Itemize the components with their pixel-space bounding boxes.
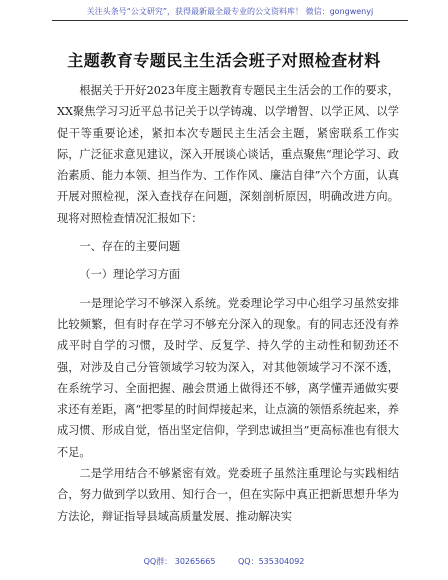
- header-notice: 关注头条号“公文研究”，获得最新最全最专业的公文资料库！ 微信：gongwenyj: [86, 7, 374, 16]
- footer-qq-group: QQ群： 30265665: [143, 557, 216, 566]
- document-body: [57, 80, 399, 527]
- footer-qq: QQ：535304092: [238, 557, 305, 566]
- page-footer: [0, 556, 448, 567]
- body-paragraph: 一是理论学习不够深入系统。党委理论学习中心组学习虽然安排比较频繁，但有时存在学习不够充分深入的现象。有的同志还没有养成平时自学的习惯，及时学、反复学、持久学的主动性和韧劲还不强，对涉及自己分管领域学习较为深入，对其他领域学习不深不透，在系统学习、全面把握、融会贯通上做得还不够，离学懂弄通做实要求还有差距，离“把零星的时间焊接起来，让点滴的领悟系统起来，养成习惯、形成自觉，悟出坚定信仰，学到忠诚担当”更高标准也有很大不足。: [57, 296, 399, 459]
- intro-paragraph: 根据关于开好2023年度主题教育专题民主生活会的工作的要求，XX聚焦学习习近平总书记关于以学铸魂、以学增智、以学正风、以学促干等重要论述，紧扣本次专题民主生活会主题，紧密联系工作实际，广泛征求意见建议，深入开展谈心谈话，重点聚焦“理论学习、政治素质、能力本领、担当作为、工作作风、廉洁自律”六个方面，认真开展对照检视，深入查找存在问题，深刻剖析原因，明确改进方向。现将对照检查情况汇报如下：: [57, 84, 399, 225]
- document-title: 主题教育专题民主生活会班子对照检查材料: [67, 51, 381, 70]
- section-heading: 一、存在的主要问题: [79, 240, 181, 254]
- subsection-heading: （一）理论学习方面: [79, 268, 181, 282]
- page-header: [52, 6, 408, 21]
- body-paragraph: 二是学用结合不够紧密有效。党委班子虽然注重理论与实践相结合，努力做到学以致用、知行合一，但在实际中真正把新思想升华为方法论，辩证指导县域高质量发展、推动解决实: [57, 467, 399, 523]
